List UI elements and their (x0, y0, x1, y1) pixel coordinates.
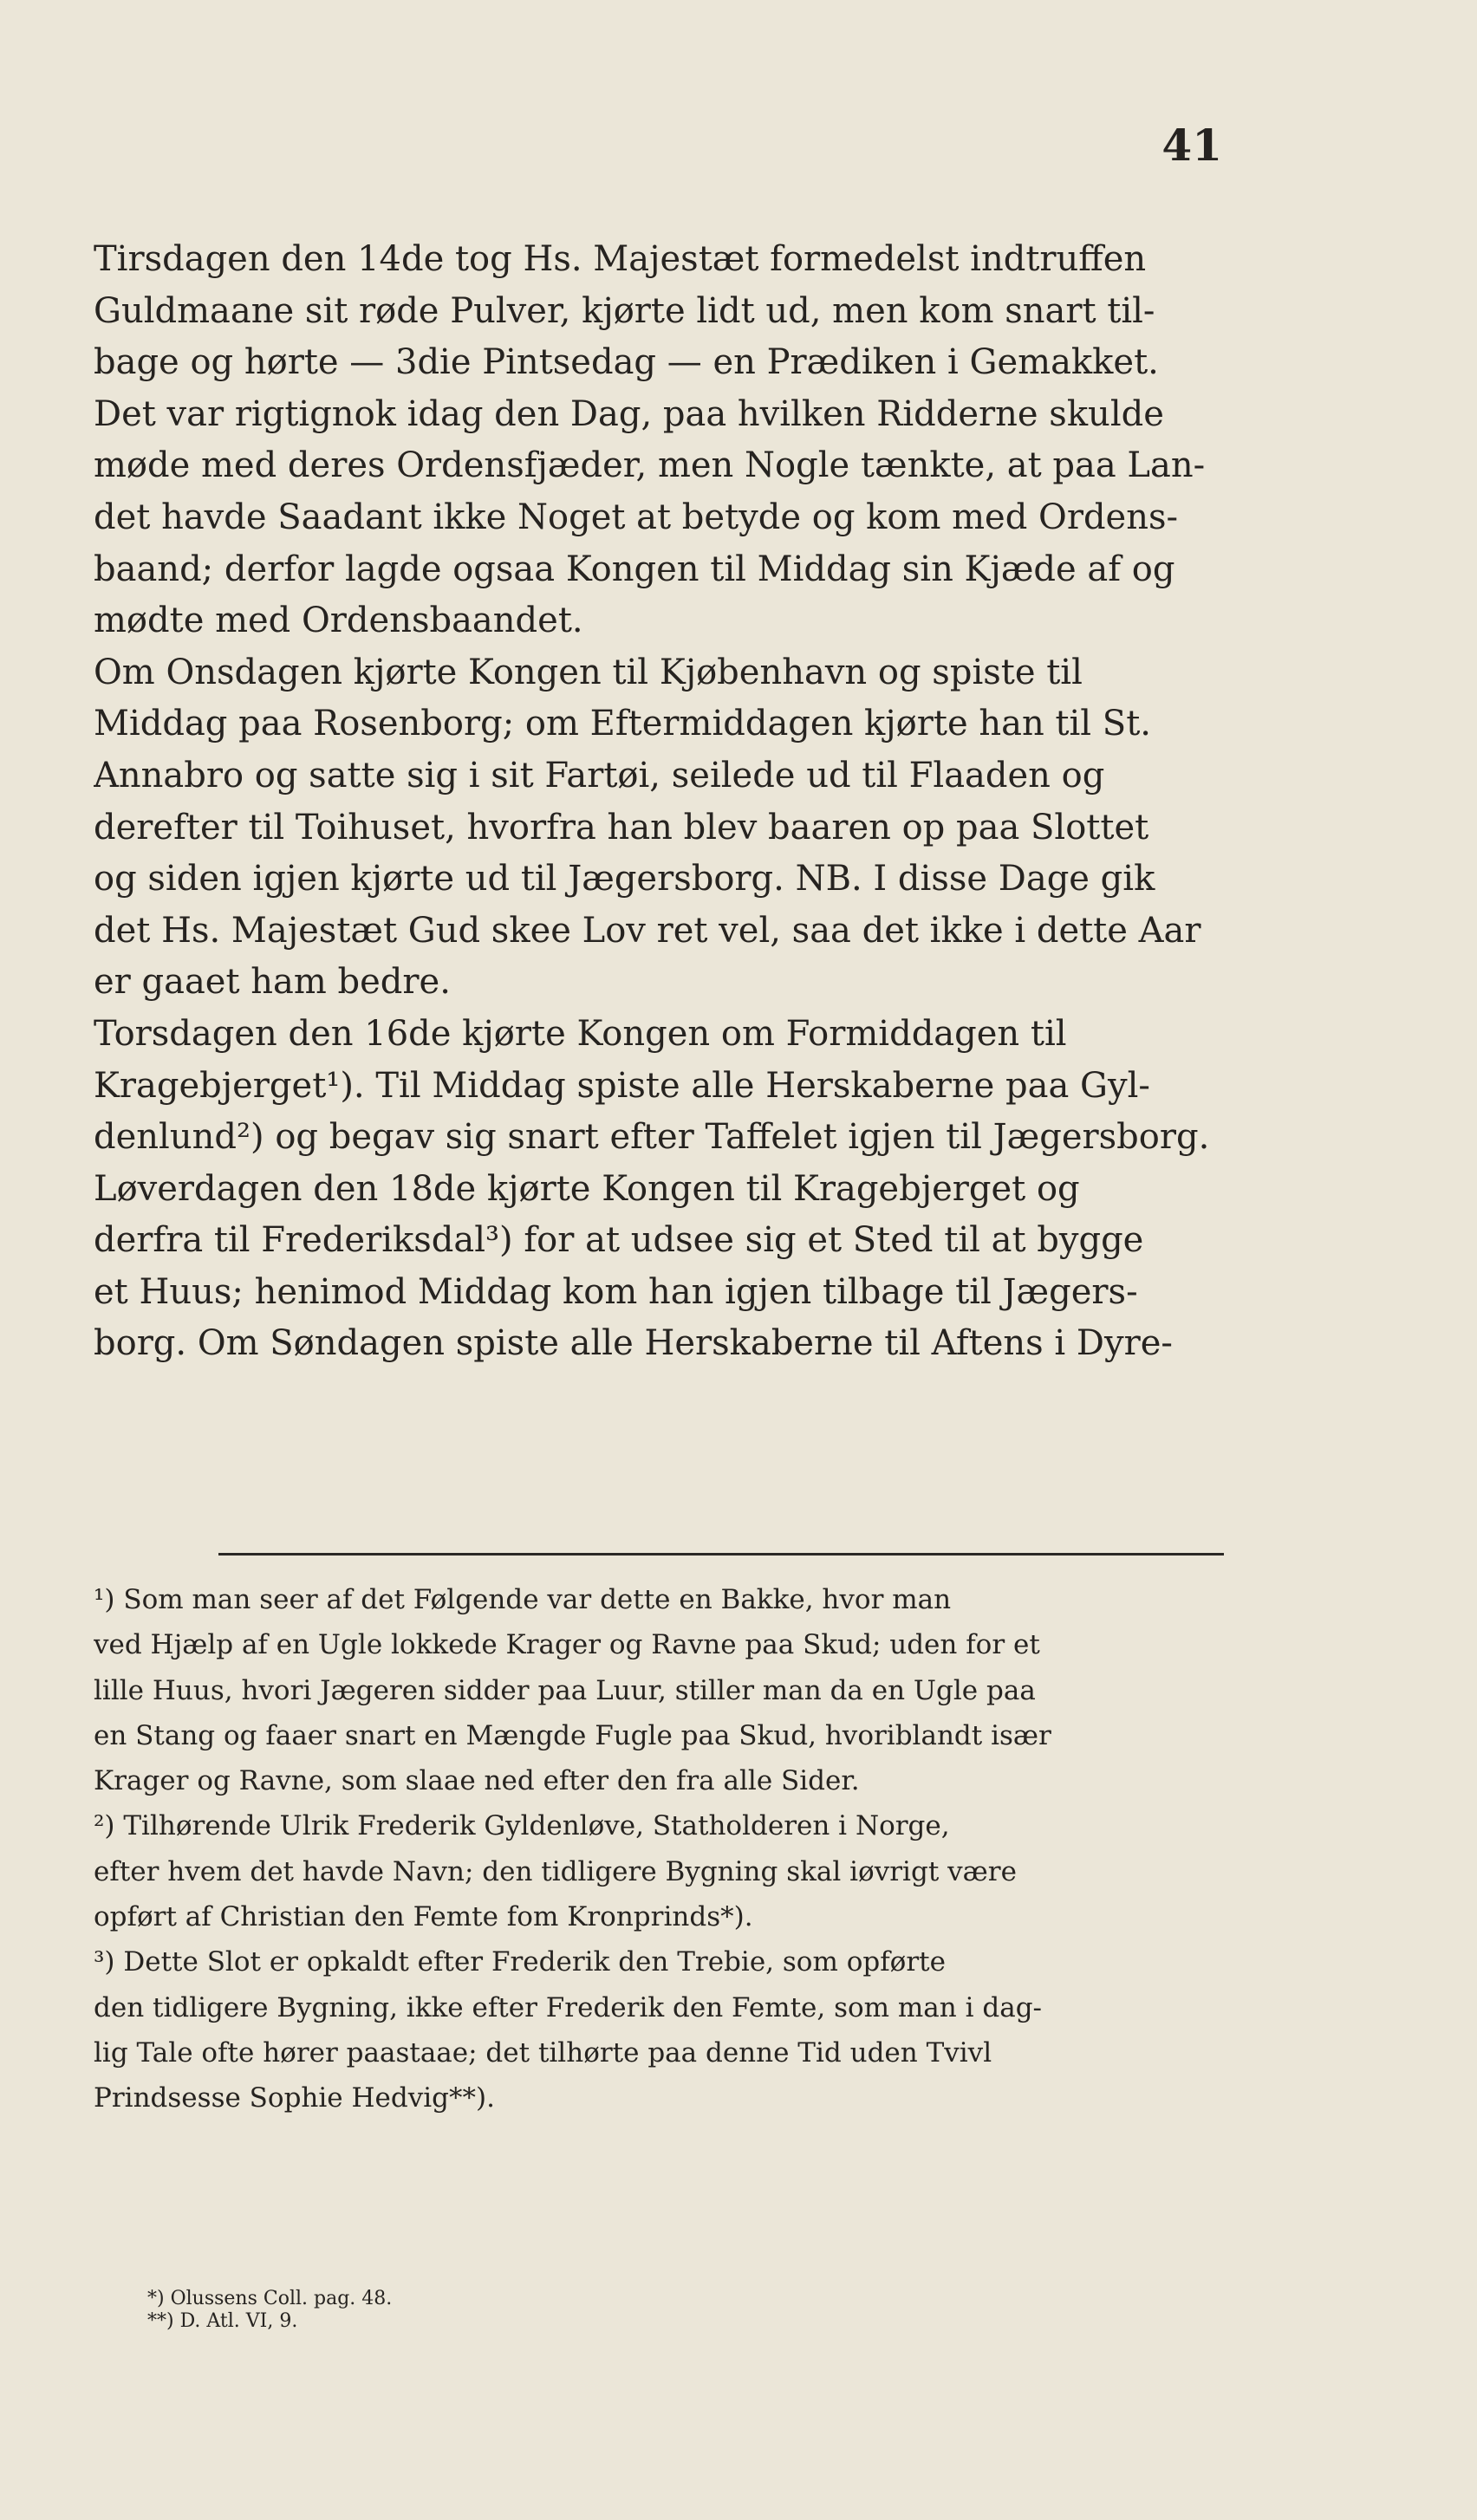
text-line: Guldmaane sit røde Pulver, kjørte lidt ud, men kom snart til- (94, 290, 1155, 331)
text-line: Om Onsdagen kjørte Kongen til Kjøbenhavn og spiste til (94, 652, 1083, 692)
main-text (94, 234, 1290, 1370)
footnote-line: lille Huus, hvori Jægeren sidder paa Luur, stiller man da en Ugle paa (94, 1674, 1036, 1706)
text-line: derefter til Toihuset, hvorfra han blev baaren op paa Slottet (94, 807, 1149, 848)
footnote-line: efter hvem det havde Navn; den tidligere Bygning skal iøvrigt være (94, 1855, 1017, 1887)
text-line: møde med deres Ordensfjæder, men Nogle tænkte, at paa Lan- (94, 445, 1206, 486)
text-line: Annabro og satte sig i sit Fartøi, seilede ud til Flaaden og (94, 755, 1105, 796)
text-line: mødte med Ordensbaandet. (94, 601, 583, 641)
footnotes (94, 1577, 1290, 2121)
footnote-line: den tidligere Bygning, ikke efter Frederik den Femte, som man i dag- (94, 1991, 1043, 2023)
footnote-line: opført af Christian den Femte fom Kronprinds*). (94, 1901, 753, 1933)
text-line: baand; derfor lagde ogsaa Kongen til Middag sin Kjæde af og (94, 549, 1175, 589)
footnote-line: ved Hjælp af en Ugle lokkede Krager og Ravne paa Skud; uden for et (94, 1629, 1040, 1661)
footnote-divider (218, 1553, 1224, 1556)
text-line: Det var rigtignok idag den Dag, paa hvilken Ridderne skulde (94, 393, 1164, 434)
footnote-line: lig Tale ofte hører paastaae; det tilhørte paa denne Tid uden Tvivl (94, 2036, 992, 2069)
footnote-line: ³) Dette Slot er opkaldt efter Frederik den Trebie, som opførte (94, 1946, 946, 1978)
text-line: og siden igjen kjørte ud til Jægersborg. NB. I disse Dage gik (94, 859, 1155, 900)
footnote-line: ²) Tilhørende Ulrik Frederik Gyldenløve, Statholderen i Norge, (94, 1810, 950, 1842)
text-line: Middag paa Rosenborg; om Eftermiddagen kjørte han til St. (94, 704, 1151, 744)
text-line: det havde Saadant ikke Noget at betyde og kom med Ordens- (94, 497, 1179, 537)
text-line: det Hs. Majestæt Gud skee Lov ret vel, saa det ikke i dette Aar (94, 910, 1201, 951)
text-line: bage og hørte — 3die Pintsedag — en Prædiken i Gemakket. (94, 342, 1159, 383)
text-line: derfra til Frederiksdal³) for at udsee sig et Sted til at bygge (94, 1220, 1144, 1261)
sub-footnotes (147, 2288, 927, 2333)
footnote-line: Krager og Ravne, som slaae ned efter den fra alle Sider. (94, 1765, 860, 1797)
text-line: denlund²) og begav sig snart efter Taffelet igjen til Jægersborg. (94, 1117, 1210, 1158)
text-line: Kragebjerget¹). Til Middag spiste alle Herskaberne paa Gyl- (94, 1065, 1150, 1106)
text-line: et Huus; henimod Middag kom han igjen tilbage til Jægers- (94, 1271, 1138, 1312)
text-line: Løverdagen den 18de kjørte Kongen til Kragebjerget og (94, 1168, 1080, 1209)
footnote-line: Prindsessе Sophie Hedvig**). (94, 2082, 495, 2114)
text-line: Torsdagen den 16de kjørte Kongen om Formiddagen til (94, 1013, 1067, 1054)
text-line: Tirsdagen den 14de tog Hs. Majestæt formedelst indtruffen (94, 239, 1147, 279)
footnote-line: en Stang og faaer snart en Mængde Fugle paa Skud, hvoriblandt især (94, 1719, 1051, 1751)
sub-footnote-line: **) D. Atl. VI, 9. (147, 2310, 298, 2332)
footnote-line: ¹) Som man seer af det Følgende var dette en Bakke, hvor man (94, 1584, 952, 1615)
text-line: er gaaet ham bedre. (94, 962, 451, 1003)
page-number: 41 (1161, 120, 1222, 171)
sub-footnote-line: *) Olussens Coll. pag. 48. (147, 2288, 393, 2309)
text-line: borg. Om Søndagen spiste alle Herskaberne til Aftens i Dyre- (94, 1323, 1173, 1364)
